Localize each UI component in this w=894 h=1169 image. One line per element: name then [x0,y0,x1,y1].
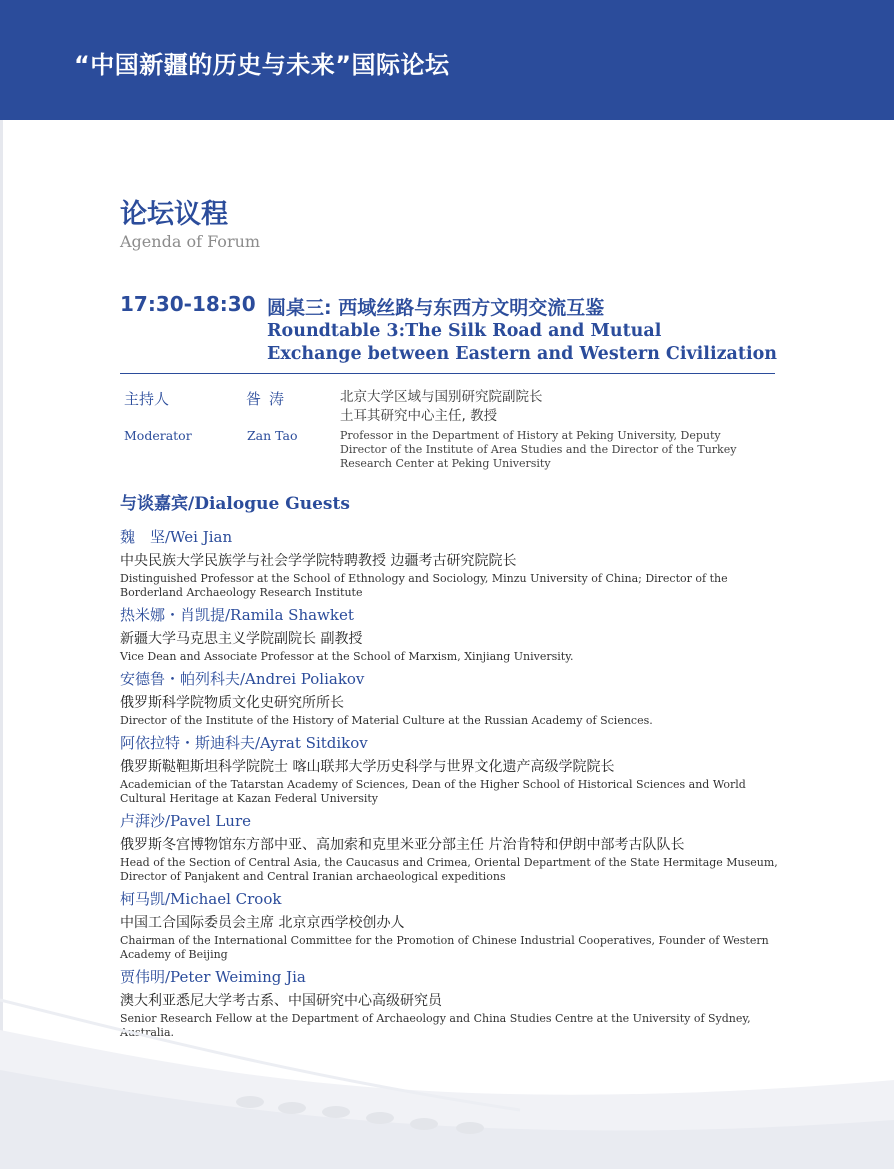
guest-name: 贾伟明/Peter Weiming Jia [120,968,306,986]
session-title-en-line1: Roundtable 3:The Silk Road and Mutual [267,321,662,341]
guest-name: 魏 坚/Wei Jian [120,528,233,546]
moderator-name-cn: 昝涛 [246,390,293,408]
guest-item [120,888,780,962]
session-title-en [267,320,777,366]
session-time: 17:30-18:30 [120,292,256,316]
moderator-desc-cn [340,388,543,426]
moderator-name-en: Zan Tao [247,428,298,443]
page-title: 论坛议程 [120,199,228,230]
guest-title-en: Director of the Institute of the History of Material Culture at the Russian Academy of Sciences. [120,714,653,727]
guests-heading: 与谈嘉宾/Dialogue Guests [120,494,350,514]
guest-title-cn: 俄罗斯鞑靼斯坦科学院院士 喀山联邦大学历史科学与世界文化遗产高级学院院长 [120,759,615,775]
moderator-label-cn: 主持人 [124,390,170,408]
guest-item [120,732,780,806]
guest-title-cn: 中国工合国际委员会主席 北京京西学校创办人 [120,915,405,931]
guest-title-en: Senior Research Fellow at the Department of Archaeology and China Studies Centre at the University of Sydney, Australia. [120,1012,751,1039]
guest-title-cn: 新疆大学马克思主义学院副院长 副教授 [120,631,363,647]
guest-title-en: Chairman of the International Committee for the Promotion of Chinese Industrial Cooperatives, Founder of Western Academy of Beijing [120,934,769,961]
moderator-label-en: Moderator [124,428,192,443]
guest-title-en: Distinguished Professor at the School of Ethnology and Sociology, Minzu University of China; Director of the Borderland Archaeology Research Institute [120,572,728,599]
guest-title-en: Head of the Section of Central Asia, the Caucasus and Crimea, Oriental Department of the State Hermitage Museum, Director of Panjakent and Central Iranian archaeological expeditions [120,856,778,883]
session-title-en-line2: Exchange between Eastern and Western Civilization [267,344,778,364]
moderator-desc-cn-line1: 北京大学区域与国别研究院副院长 [340,389,543,405]
guest-name: 卢湃沙/Pavel Lure [120,812,252,830]
header-banner [0,0,894,120]
guest-title-cn: 俄罗斯科学院物质文化史研究所所长 [120,695,344,711]
guest-item [120,810,780,884]
moderator-desc-en: Professor in the Department of History at Peking University, Deputy Director of the Institute of Area Studies and the Director of the Turkey Research Center at Peking University [340,429,737,470]
silk-road-caravan-background [0,960,894,1169]
guest-name: 安德鲁・帕列科夫/Andrei Poliakov [120,670,365,688]
session-title-cn: 圆桌三: 西域丝路与东西方文明交流互鉴 [267,297,605,319]
guest-item [120,526,780,600]
guest-name: 柯马凯/Michael Crook [120,890,282,908]
guest-title-cn: 俄罗斯冬宫博物馆东方部中亚、高加索和克里米亚分部主任 片治肯特和伊朗中部考古队队长 [120,837,685,853]
guest-title-en: Vice Dean and Associate Professor at the School of Marxism, Xinjiang University. [120,650,574,663]
forum-title: “中国新疆的历史与未来”国际论坛 [74,51,450,79]
guest-name: 阿依拉特・斯迪科夫/Ayrat Sitdikov [120,734,368,752]
guest-item [120,668,780,728]
guest-title-en: Academician of the Tatarstan Academy of Sciences, Dean of the Higher School of Historical Sciences and World Cultural Heritage at Kazan Federal University [120,778,746,805]
guest-title-cn: 澳大利亚悉尼大学考古系、中国研究中心高级研究员 [120,993,442,1009]
page-subtitle: Agenda of Forum [120,232,261,251]
guest-item [120,604,780,664]
moderator-desc-cn-line2: 土耳其研究中心主任, 教授 [340,408,498,424]
guest-title-cn: 中央民族大学民族学与社会学学院特聘教授 边疆考古研究院院长 [120,553,517,569]
section-divider [120,373,775,374]
guest-name: 热米娜・肖凯提/Ramila Shawket [120,606,354,624]
